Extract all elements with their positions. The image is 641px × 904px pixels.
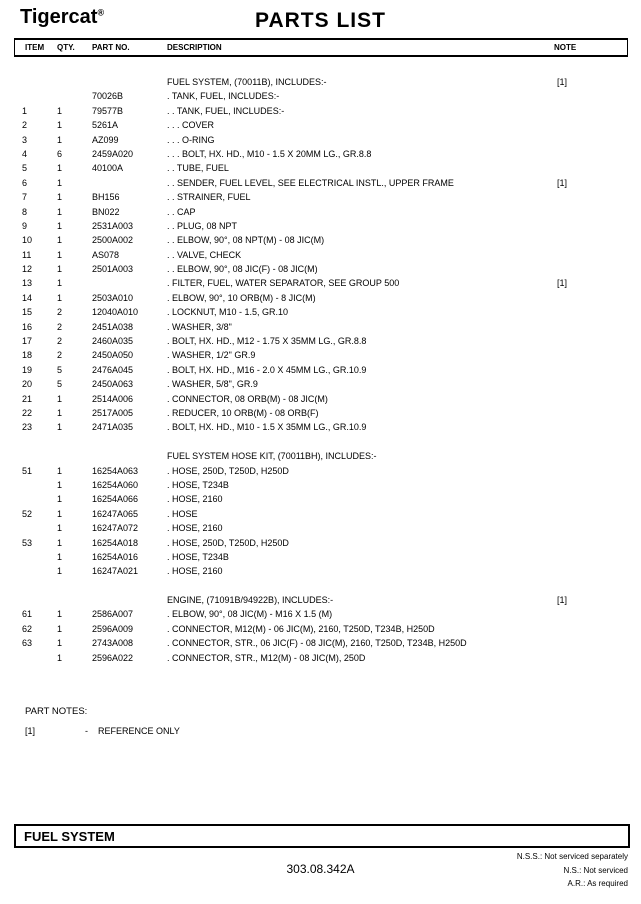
- cell-qty: 1: [57, 206, 63, 217]
- cell-item: 23: [22, 422, 33, 433]
- cell-part: 2451A038: [92, 321, 134, 332]
- cell-qty: 1: [57, 105, 63, 116]
- cell-item: 12: [22, 264, 33, 275]
- table-row: [0, 464, 641, 478]
- cell-part: 2471A035: [92, 422, 134, 433]
- table-row: [0, 564, 641, 578]
- cell-item: 53: [22, 537, 33, 548]
- cell-qty: 1: [57, 220, 63, 231]
- cell-desc: . HOSE: [167, 508, 198, 519]
- cell-part: 16247A021: [92, 566, 139, 577]
- cell-qty: 1: [57, 177, 63, 188]
- table-row: [0, 536, 641, 550]
- part-notes-heading: PART NOTES:: [25, 706, 88, 717]
- cell-part: 79577B: [92, 105, 124, 116]
- cell-part: 2743A008: [92, 638, 134, 649]
- cell-desc: . HOSE, T234B: [167, 551, 229, 562]
- cell-part: 2596A022: [92, 652, 134, 663]
- cell-desc: . CONNECTOR, STR., M12(M) - 08 JIC(M), 250D: [167, 652, 366, 663]
- cell-desc: . ELBOW, 90°, 10 ORB(M) - 8 JIC(M): [167, 292, 316, 303]
- cell-item: 2: [22, 120, 28, 131]
- cell-desc: ENGINE, (71091B/94922B), INCLUDES:-: [167, 595, 334, 606]
- cell-qty: 1: [57, 249, 63, 260]
- cell-part: AS078: [92, 249, 120, 260]
- cell-qty: 1: [57, 465, 63, 476]
- cell-item: 16: [22, 321, 33, 332]
- cell-desc: . HOSE, 2160: [167, 494, 223, 505]
- cell-note: [1]: [557, 278, 568, 289]
- cell-item: 63: [22, 638, 33, 649]
- cell-qty: 1: [57, 537, 63, 548]
- table-row: [0, 449, 641, 463]
- cell-part: 2450A063: [92, 379, 134, 390]
- page-number: 303.08.342A: [286, 862, 355, 876]
- group-title: FUEL SYSTEM: [24, 829, 115, 844]
- legend-ar: A.R.: As required: [567, 879, 628, 888]
- table-row: [0, 248, 641, 262]
- table-section: [0, 593, 641, 665]
- cell-desc: . LOCKNUT, M10 - 1.5, GR.10: [167, 307, 289, 318]
- cell-qty: 1: [57, 623, 63, 634]
- table-row: [0, 89, 641, 103]
- cell-part: 2586A007: [92, 609, 134, 620]
- cell-item: 15: [22, 307, 33, 318]
- cell-qty: 1: [57, 551, 63, 562]
- table-row: [0, 420, 641, 434]
- cell-desc: . HOSE, 2160: [167, 566, 223, 577]
- cell-desc: . WASHER, 5/8", GR.9: [167, 379, 258, 390]
- cell-desc: . TANK, FUEL, INCLUDES:-: [167, 91, 280, 102]
- cell-part: 2500A002: [92, 235, 134, 246]
- cell-desc: FUEL SYSTEM HOSE KIT, (70011BH), INCLUDES:-: [167, 451, 377, 462]
- table-row: [0, 636, 641, 650]
- cell-item: 19: [22, 364, 33, 375]
- cell-part: 16254A018: [92, 537, 139, 548]
- cell-desc: . WASHER, 1/2" GR.9: [167, 350, 256, 361]
- cell-part: 5261A: [92, 120, 119, 131]
- cell-item: 5: [22, 163, 28, 174]
- cell-desc: . . . O-RING: [167, 134, 215, 145]
- cell-desc: FUEL SYSTEM, (70011B), INCLUDES:-: [167, 77, 327, 87]
- table-row: [0, 406, 641, 420]
- table-row: [0, 550, 641, 564]
- table-row: [0, 492, 641, 506]
- column-header-note: NOTE: [554, 43, 577, 52]
- cell-part: 16254A016: [92, 551, 139, 562]
- cell-desc: . . VALVE, CHECK: [167, 249, 242, 260]
- table-row: [0, 320, 641, 334]
- cell-part: AZ099: [92, 134, 119, 145]
- cell-part: 12040A010: [92, 307, 139, 318]
- group-title-box: [14, 824, 630, 848]
- cell-part: 2503A010: [92, 292, 134, 303]
- cell-desc: . WASHER, 3/8": [167, 321, 232, 332]
- cell-desc: . . . COVER: [167, 120, 215, 131]
- table-row: [0, 161, 641, 175]
- abbreviation-legend: [517, 850, 628, 891]
- cell-qty: 1: [57, 523, 63, 534]
- table-row: [0, 262, 641, 276]
- cell-qty: 1: [57, 264, 63, 275]
- cell-desc: . REDUCER, 10 ORB(M) - 08 ORB(F): [167, 407, 319, 418]
- cell-part: 16254A063: [92, 465, 139, 476]
- table-row: [0, 104, 641, 118]
- table-row: [0, 363, 641, 377]
- table-row: [0, 176, 641, 190]
- table-row: [0, 593, 641, 607]
- cell-item: 4: [22, 148, 28, 159]
- part-note-dash: -: [85, 726, 88, 736]
- cell-qty: 2: [57, 307, 63, 318]
- registered-trademark-symbol: ®: [97, 7, 105, 18]
- cell-desc: . BOLT, HX. HD., M10 - 1.5 X 35MM LG., GR.10.9: [167, 422, 367, 433]
- table-column-header: [14, 38, 628, 57]
- cell-desc: . FILTER, FUEL, WATER SEPARATOR, SEE GROUP 500: [167, 278, 400, 289]
- cell-qty: 2: [57, 321, 63, 332]
- table-row: [0, 291, 641, 305]
- table-row: [0, 133, 641, 147]
- cell-part: 2514A006: [92, 393, 134, 404]
- cell-qty: 1: [57, 479, 63, 490]
- cell-item: 8: [22, 206, 28, 217]
- cell-qty: 2: [57, 350, 63, 361]
- table-row: [0, 392, 641, 406]
- table-row: [0, 276, 641, 290]
- cell-qty: 6: [57, 148, 63, 159]
- cell-qty: 1: [57, 235, 63, 246]
- cell-part: BH156: [92, 192, 120, 203]
- cell-qty: 1: [57, 566, 63, 577]
- cell-qty: 1: [57, 652, 63, 663]
- cell-qty: 1: [57, 609, 63, 620]
- cell-desc: . BOLT, HX. HD., M16 - 2.0 X 45MM LG., GR.10.9: [167, 364, 367, 375]
- cell-part: 16254A060: [92, 479, 139, 490]
- cell-item: 61: [22, 609, 33, 620]
- cell-qty: 1: [57, 407, 63, 418]
- cell-part: 16254A066: [92, 494, 139, 505]
- cell-item: 6: [22, 177, 28, 188]
- table-row: [0, 190, 641, 204]
- cell-note: [1]: [557, 77, 568, 87]
- cell-part: 16247A072: [92, 523, 139, 534]
- cell-qty: 1: [57, 134, 63, 145]
- column-header-part-no: PART NO.: [92, 43, 130, 52]
- cell-qty: 1: [57, 278, 63, 289]
- cell-item: 14: [22, 292, 33, 303]
- column-header-qty: QTY.: [57, 43, 75, 52]
- cell-desc: . CONNECTOR, 08 ORB(M) - 08 JIC(M): [167, 393, 328, 404]
- table-row: [0, 607, 641, 621]
- table-row: [0, 478, 641, 492]
- table-row: [0, 507, 641, 521]
- cell-item: 1: [22, 105, 28, 116]
- cell-part: BN022: [92, 206, 120, 217]
- table-row: [0, 233, 641, 247]
- cell-desc: . CONNECTOR, M12(M) - 06 JIC(M), 2160, T250D, T234B, H250D: [167, 623, 435, 634]
- cell-item: 9: [22, 220, 28, 231]
- cell-part: 2501A003: [92, 264, 134, 275]
- cell-item: 52: [22, 508, 33, 519]
- cell-desc: . . TANK, FUEL, INCLUDES:-: [167, 105, 285, 116]
- cell-part: 40100A: [92, 163, 124, 174]
- cell-desc: . . SENDER, FUEL LEVEL, SEE ELECTRICAL INSTL., UPPER FRAME: [167, 177, 454, 188]
- cell-part: 2450A050: [92, 350, 134, 361]
- cell-part: 70026B: [92, 91, 124, 102]
- cell-item: 18: [22, 350, 33, 361]
- cell-desc: . . PLUG, 08 NPT: [167, 220, 238, 231]
- cell-qty: 1: [57, 638, 63, 649]
- cell-part: 2460A035: [92, 336, 134, 347]
- cell-qty: 5: [57, 364, 63, 375]
- table-row: [0, 521, 641, 535]
- cell-item: 20: [22, 379, 33, 390]
- brand-name: Tigercat: [20, 6, 98, 28]
- cell-note: [1]: [557, 177, 568, 188]
- table-section: [0, 449, 641, 579]
- cell-desc: . HOSE, 2160: [167, 523, 223, 534]
- cell-item: 17: [22, 336, 33, 347]
- legend-nss: N.S.S.: Not serviced separately: [516, 852, 628, 861]
- table-row: [0, 348, 641, 362]
- cell-qty: 1: [57, 494, 63, 505]
- cell-qty: 1: [57, 120, 63, 131]
- cell-desc: . . CAP: [167, 206, 196, 217]
- part-note-row: [0, 726, 641, 740]
- page-title: PARTS LIST: [255, 9, 386, 32]
- cell-desc: . HOSE, T234B: [167, 479, 229, 490]
- table-row: [0, 651, 641, 665]
- cell-qty: 2: [57, 336, 63, 347]
- cell-part: 2531A003: [92, 220, 134, 231]
- cell-desc: . . ELBOW, 90°, 08 JIC(F) - 08 JIC(M): [167, 264, 318, 275]
- cell-part: 2596A009: [92, 623, 134, 634]
- column-header-item: ITEM: [25, 43, 45, 52]
- cell-desc: . HOSE, 250D, T250D, H250D: [167, 465, 289, 476]
- cell-item: 13: [22, 278, 33, 289]
- legend-ns: N.S.: Not serviced: [563, 865, 628, 875]
- cell-qty: 1: [57, 422, 63, 433]
- column-header-description: DESCRIPTION: [167, 43, 222, 52]
- cell-item: 22: [22, 407, 33, 418]
- cell-item: 7: [22, 192, 28, 203]
- cell-desc: . . ELBOW, 90°, 08 NPT(M) - 08 JIC(M): [167, 235, 325, 246]
- cell-item: 21: [22, 393, 33, 404]
- cell-note: [1]: [557, 595, 568, 606]
- cell-desc: . ELBOW, 90°, 08 JIC(M) - M16 X 1.5 (M): [167, 609, 333, 620]
- cell-item: 3: [22, 134, 28, 145]
- table-row: [0, 377, 641, 391]
- table-row: [0, 305, 641, 319]
- cell-part: 2476A045: [92, 364, 134, 375]
- cell-qty: 1: [57, 393, 63, 404]
- table-row: [0, 75, 641, 89]
- cell-part: 2459A020: [92, 148, 134, 159]
- cell-desc: . . STRAINER, FUEL: [167, 192, 251, 203]
- cell-qty: 1: [57, 192, 63, 203]
- cell-desc: . CONNECTOR, STR., 06 JIC(F) - 08 JIC(M), 2160, T250D, T234B, H250D: [167, 638, 467, 649]
- table-section: [0, 75, 641, 435]
- cell-item: 10: [22, 235, 33, 246]
- table-row: [0, 622, 641, 636]
- cell-desc: . BOLT, HX. HD., M12 - 1.75 X 35MM LG., GR.8.8: [167, 336, 367, 347]
- cell-item: 62: [22, 623, 33, 634]
- cell-qty: 5: [57, 379, 63, 390]
- cell-part: 16247A065: [92, 508, 139, 519]
- cell-qty: 1: [57, 292, 63, 303]
- cell-desc: . . TUBE, FUEL: [167, 163, 229, 174]
- table-row: [0, 205, 641, 219]
- table-row: [0, 334, 641, 348]
- cell-qty: 1: [57, 163, 63, 174]
- part-note-text: REFERENCE ONLY: [98, 726, 180, 736]
- part-note-ref: [1]: [25, 726, 36, 736]
- table-row: [0, 219, 641, 233]
- table-row: [0, 118, 641, 132]
- cell-desc: . HOSE, 250D, T250D, H250D: [167, 537, 289, 548]
- cell-desc: . . . BOLT, HX. HD., M10 - 1.5 X 20MM LG., GR.8.8: [167, 148, 372, 159]
- cell-part: 2517A005: [92, 407, 134, 418]
- cell-item: 11: [22, 249, 32, 260]
- table-row: [0, 147, 641, 161]
- cell-item: 51: [22, 465, 33, 476]
- table-body: [0, 75, 641, 679]
- cell-qty: 1: [57, 508, 63, 519]
